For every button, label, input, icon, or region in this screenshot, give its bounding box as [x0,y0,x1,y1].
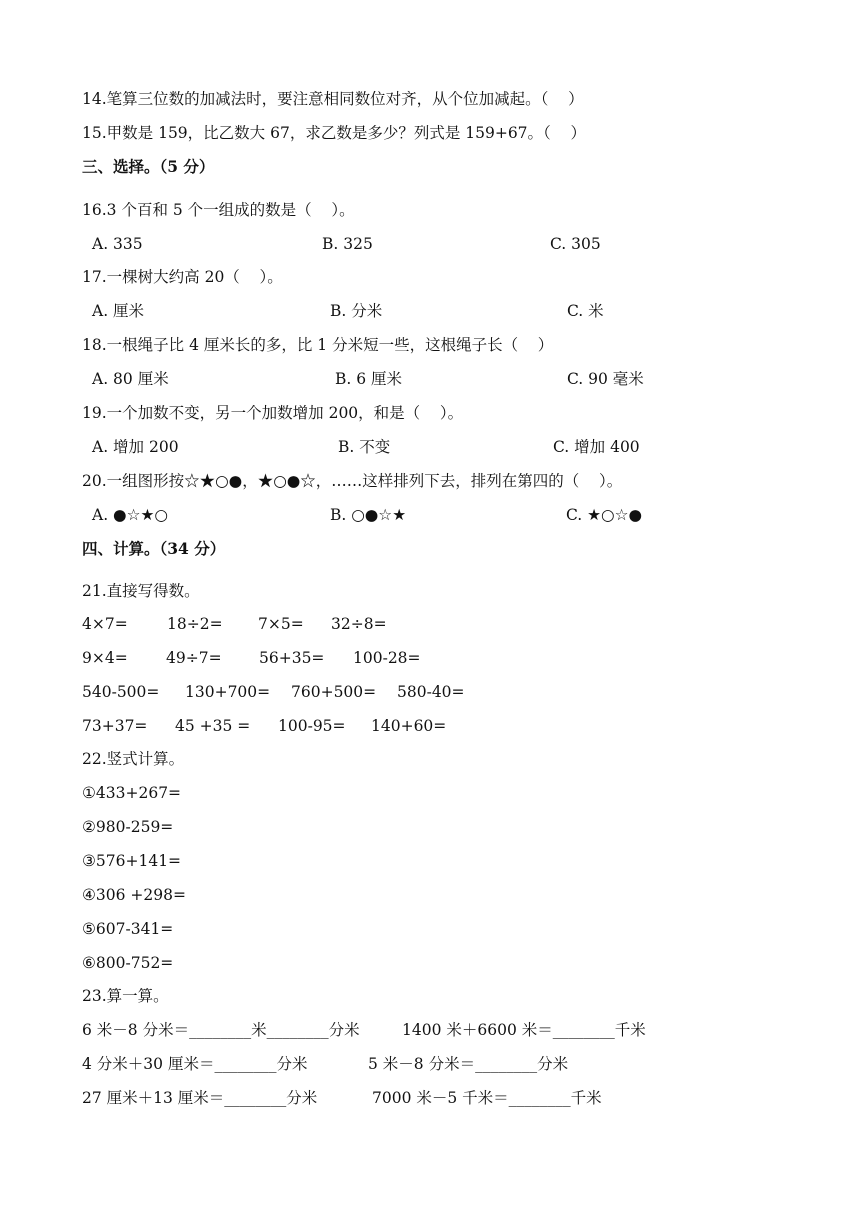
unit-conversion-item: 5 米－8 分米＝________分米 [368,1055,569,1073]
question-18-option-a: A. 80 厘米 [92,370,169,388]
question-20-option-c: C. ★○☆● [566,506,643,524]
unit-conversion-item: 6 米－8 分米＝________米________分米 [82,1021,360,1039]
question-17-stem: 17.一棵树大约高 20（ ）。 [82,268,283,286]
mental-math-cell: 580-40= [397,683,465,701]
mental-math-cell: 760+500= [291,683,377,701]
question-16-option-b: B. 325 [322,235,373,253]
vertical-calc-item: ③576+141= [82,852,182,870]
mental-math-cell: 9×4= [82,649,128,667]
question-19-stem: 19.一个加数不变，另一个加数增加 200，和是（ ）。 [82,404,464,422]
question-16-stem: 16.3 个百和 5 个一组成的数是（ ）。 [82,201,355,219]
unit-conversion-item: 7000 米－5 千米＝________千米 [372,1089,602,1107]
question-21-title: 21.直接写得数。 [82,582,200,600]
mental-math-cell: 130+700= [185,683,271,701]
question-15: 15.甲数是 159，比乙数大 67，求乙数是多少？列式是 159+67。（ ） [82,124,586,142]
question-17-option-a: A. 厘米 [92,302,145,320]
mental-math-cell: 140+60= [371,717,447,735]
question-17-option-c: C. 米 [567,302,604,320]
vertical-calc-item: ①433+267= [82,784,182,802]
question-18-stem: 18.一根绳子比 4 厘米长的多，比 1 分米短一些，这根绳子长（ ） [82,336,554,354]
mental-math-cell: 7×5= [258,615,304,633]
question-20-option-a: A. ●☆★○ [92,506,168,524]
mental-math-cell: 45 +35 = [175,717,251,735]
question-17-option-b: B. 分米 [330,302,383,320]
mental-math-cell: 18÷2= [167,615,223,633]
question-16-option-c: C. 305 [550,235,601,253]
vertical-calc-item: ⑤607-341= [82,920,174,938]
unit-conversion-item: 27 厘米＋13 厘米＝________分米 [82,1089,318,1107]
mental-math-cell: 32÷8= [331,615,387,633]
question-23-title: 23.算一算。 [82,987,169,1005]
question-16-option-a: A. 335 [92,235,143,253]
question-19-option-b: B. 不变 [338,438,391,456]
mental-math-cell: 100-95= [278,717,346,735]
question-20-stem: 20.一组图形按☆★○●，★○●☆，……这样排列下去，排列在第四的（ ）。 [82,472,623,490]
vertical-calc-item: ②980-259= [82,818,174,836]
question-22-title: 22.竖式计算。 [82,750,185,768]
section-4-heading: 四、计算。（34 分） [82,539,226,558]
question-19-option-c: C. 增加 400 [553,438,640,456]
mental-math-cell: 4×7= [82,615,128,633]
mental-math-cell: 49÷7= [166,649,222,667]
question-18-option-b: B. 6 厘米 [335,370,403,388]
unit-conversion-item: 4 分米＋30 厘米＝________分米 [82,1055,308,1073]
unit-conversion-item: 1400 米＋6600 米＝________千米 [402,1021,646,1039]
vertical-calc-item: ⑥800-752= [82,954,174,972]
vertical-calc-item: ④306 +298= [82,886,186,904]
question-14: 14.笔算三位数的加减法时，要注意相同数位对齐，从个位加减起。（ ） [82,90,584,108]
question-19-option-a: A. 增加 200 [92,438,179,456]
mental-math-cell: 73+37= [82,717,148,735]
mental-math-cell: 56+35= [259,649,325,667]
question-20-option-b: B. ○●☆★ [330,506,407,524]
mental-math-cell: 540-500= [82,683,160,701]
question-18-option-c: C. 90 毫米 [567,370,644,388]
section-3-heading: 三、选择。（5 分） [82,157,215,176]
mental-math-cell: 100-28= [353,649,421,667]
